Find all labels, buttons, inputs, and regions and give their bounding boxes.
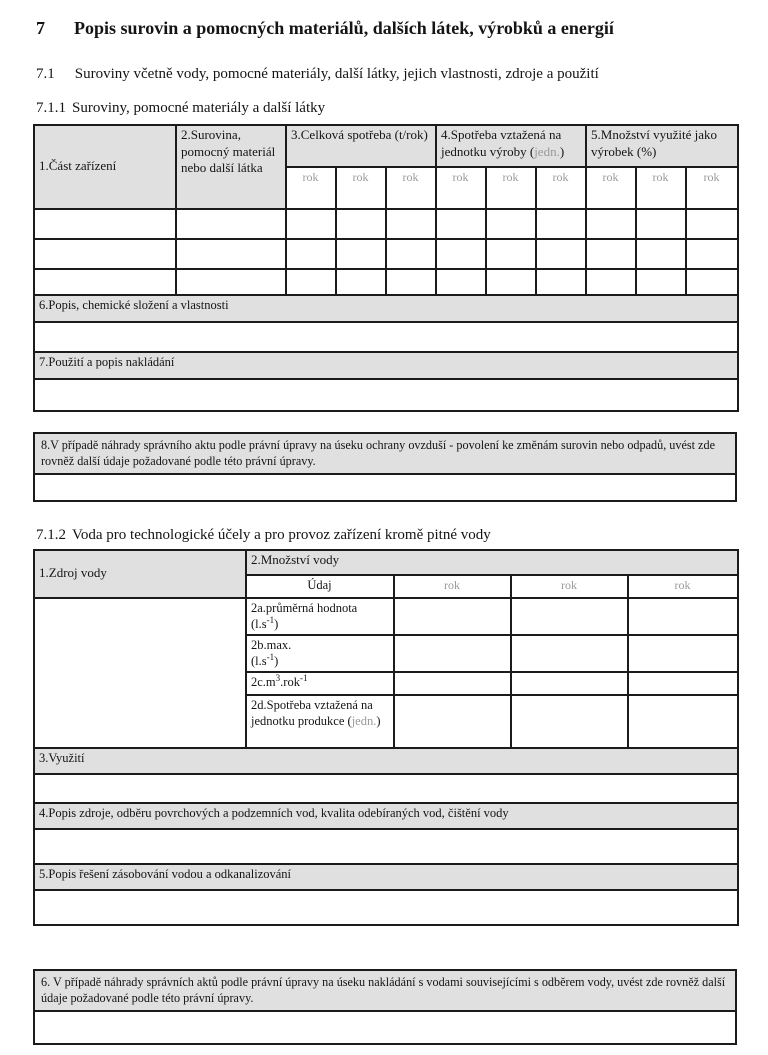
section-number: 7.1	[36, 66, 55, 82]
label-source-description: 4.Popis zdroje, odběru povrchových a podzemních vod, kvalita odebíraných vod, čištění vody	[34, 803, 738, 829]
unit-text: )	[274, 653, 279, 668]
empty-cell	[176, 209, 286, 239]
note-text-air-act: 8.V případě náhrady správního aktu podle právní úpravy na úseku ochrany ovzduší - povolení ke změnám surovin nebo odpadů, uvést zde rovněž další údaje požadované podle této právní úpravy.	[34, 433, 736, 474]
empty-cell	[394, 598, 511, 635]
empty-cell	[686, 239, 738, 269]
empty-cell	[34, 322, 738, 352]
header-amount-used-as-product: 5.Množství využité jako výrobek (%)	[586, 125, 738, 167]
empty-cell	[34, 209, 176, 239]
data-row	[34, 239, 738, 269]
label-text: )	[376, 713, 381, 728]
empty-cell	[34, 1011, 736, 1044]
empty-cell	[436, 209, 486, 239]
empty-cell	[628, 672, 738, 695]
label-utilization: 3.Využití	[34, 748, 738, 774]
water-table	[33, 549, 739, 926]
label-water-supply-sewerage: 5.Popis řešení zásobování vodou a odkanalizování	[34, 864, 738, 890]
empty-cell	[628, 598, 738, 635]
label-max-value	[246, 635, 394, 672]
label-m3-per-year	[246, 672, 394, 695]
empty-cell	[511, 598, 628, 635]
header-row	[34, 550, 738, 575]
empty-cell	[636, 269, 686, 295]
year-column-header: rok	[394, 575, 511, 598]
section-number: 7.1.1	[36, 100, 66, 116]
empty-cell	[176, 239, 286, 269]
empty-cell	[286, 239, 336, 269]
empty-cell	[686, 209, 738, 239]
year-column-header: rok	[486, 167, 536, 209]
label-text: 2c.m	[251, 674, 276, 689]
empty-cell	[586, 209, 636, 239]
label-row-7	[34, 352, 738, 379]
empty-cell	[394, 635, 511, 672]
header-row-groups	[34, 125, 738, 167]
air-protection-note-table	[33, 432, 737, 502]
empty-cell	[536, 269, 586, 295]
label-row-5	[34, 864, 738, 890]
answer-row	[34, 829, 738, 864]
header-raw-material: 2.Surovina, pomocný materiál nebo další látka	[176, 125, 286, 209]
label-use-and-handling: 7.Použití a popis nakládání	[34, 352, 738, 379]
section-title: Suroviny, pomocné materiály a další látky	[72, 100, 326, 116]
unit-placeholder: jedn.	[351, 713, 377, 728]
label-average-value	[246, 598, 394, 635]
answer-row	[34, 774, 738, 803]
unit-text: )	[274, 616, 279, 631]
empty-cell	[486, 239, 536, 269]
note-row	[34, 433, 736, 474]
section-title: Voda pro technologické účely a pro provoz zařízení kromě pitné vody	[72, 526, 491, 543]
empty-cell	[436, 269, 486, 295]
header-text: 4.Spotřeba vztažená na jednotku výroby (	[441, 127, 562, 159]
unit-text: (l.s	[251, 616, 267, 631]
header-water-source: 1.Zdroj vody	[34, 550, 246, 598]
year-column-header: rok	[586, 167, 636, 209]
empty-cell	[586, 239, 636, 269]
empty-cell	[34, 474, 736, 501]
empty-cell	[34, 379, 738, 411]
empty-cell	[286, 269, 336, 295]
answer-row	[34, 1011, 736, 1044]
label-text: 2a.průměrná hodnota	[251, 600, 358, 615]
label-text: (	[347, 713, 352, 728]
unit-exponent: -1	[299, 672, 308, 683]
empty-cell	[336, 209, 386, 239]
data-row	[34, 269, 738, 295]
empty-cell	[386, 269, 436, 295]
water-act-note-table	[33, 969, 737, 1045]
section-7-1-1-heading	[36, 100, 737, 117]
label-text: 2b.max.	[251, 637, 292, 652]
header-part-of-installation: 1.Část zařízení	[34, 125, 176, 209]
year-column-header: rok	[511, 575, 628, 598]
year-column-header: rok	[286, 167, 336, 209]
unit-placeholder: jedn.	[534, 143, 560, 159]
empty-cell	[436, 239, 486, 269]
empty-cell	[34, 269, 176, 295]
year-column-header: rok	[336, 167, 386, 209]
empty-cell	[176, 269, 286, 295]
header-water-amount: 2.Množství vody	[246, 550, 738, 575]
year-column-header: rok	[628, 575, 738, 598]
label-description-composition: 6.Popis, chemické složení a vlastnosti	[34, 295, 738, 322]
answer-row	[34, 474, 736, 501]
empty-cell	[511, 695, 628, 748]
empty-cell	[511, 672, 628, 695]
section-7-heading	[36, 18, 737, 39]
label-row-6	[34, 295, 738, 322]
empty-cell	[394, 695, 511, 748]
label-consumption-per-production-unit	[246, 695, 394, 748]
year-column-header: rok	[386, 167, 436, 209]
empty-cell	[686, 269, 738, 295]
section-7-1-2-heading	[36, 527, 737, 544]
empty-cell	[511, 635, 628, 672]
section-title: Popis surovin a pomocných materiálů, dalších látek, výrobků a energií	[74, 18, 614, 38]
label-text: .rok	[280, 674, 300, 689]
empty-cell	[386, 209, 436, 239]
empty-cell	[34, 890, 738, 925]
empty-cell	[628, 635, 738, 672]
note-text-water-act: 6. V případě náhrady správních aktů podle právní úpravy na úseku nakládání s vodami souvisejícími s odběrem vody, uvést zde rovněž další údaje požadované podle této právní úpravy.	[34, 970, 736, 1011]
empty-cell	[34, 239, 176, 269]
unit-exponent: 3	[275, 672, 281, 683]
answer-row	[34, 322, 738, 352]
year-column-header: rok	[686, 167, 738, 209]
empty-cell	[536, 239, 586, 269]
water-source-cell	[34, 598, 246, 748]
empty-cell	[636, 239, 686, 269]
raw-materials-table	[33, 124, 739, 412]
empty-cell	[486, 209, 536, 239]
section-7-1-heading	[36, 66, 737, 83]
empty-cell	[336, 239, 386, 269]
empty-cell	[486, 269, 536, 295]
year-column-header: rok	[536, 167, 586, 209]
label-row-4	[34, 803, 738, 829]
empty-cell	[636, 209, 686, 239]
answer-row	[34, 890, 738, 925]
row-2a-average	[34, 598, 738, 635]
empty-cell	[34, 774, 738, 803]
unit-exponent: -1	[266, 651, 275, 662]
section-title: Suroviny včetně vody, pomocné materiály, další látky, jejich vlastnosti, zdroje a použití	[74, 66, 599, 82]
label-text: 2d.Spotřeba vztažená na jednotku produkce	[251, 697, 373, 728]
empty-cell	[336, 269, 386, 295]
header-text: )	[559, 143, 565, 159]
section-number: 7.1.2	[36, 526, 66, 543]
year-column-header: rok	[436, 167, 486, 209]
empty-cell	[34, 829, 738, 864]
note-row	[34, 970, 736, 1011]
empty-cell	[386, 239, 436, 269]
data-row	[34, 209, 738, 239]
empty-cell	[628, 695, 738, 748]
empty-cell	[286, 209, 336, 239]
header-value: Údaj	[246, 575, 394, 598]
empty-cell	[536, 209, 586, 239]
header-total-consumption: 3.Celková spotřeba (t/rok)	[286, 125, 436, 167]
section-number: 7	[36, 18, 45, 38]
label-row-3	[34, 748, 738, 774]
empty-cell	[586, 269, 636, 295]
answer-row	[34, 379, 738, 411]
unit-text: (l.s	[251, 653, 267, 668]
year-column-header: rok	[636, 167, 686, 209]
header-consumption-per-unit	[436, 125, 586, 167]
unit-exponent: -1	[266, 614, 275, 625]
empty-cell	[394, 672, 511, 695]
